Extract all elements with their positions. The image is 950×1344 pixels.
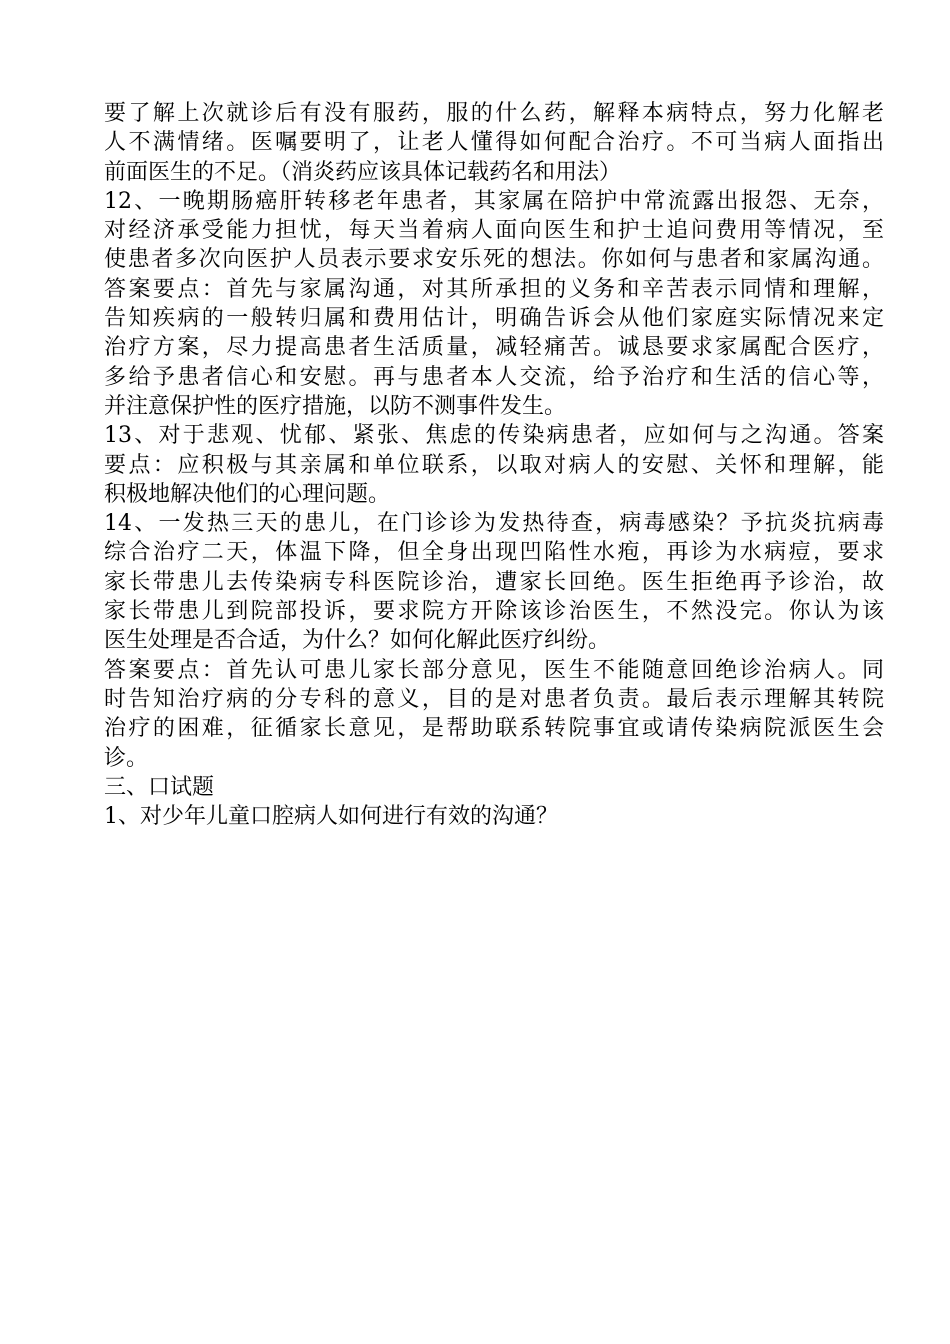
oral-question-1: 1、对少年儿童口腔病人如何进行有效的沟通？ xyxy=(104,804,558,830)
text-line: 前面医生的不足。（消炎药应该具体记载药名和用法） xyxy=(104,159,622,185)
question-12: 12、一晚期肠癌肝转移老年患者，其家属在陪护中常流露出报怨、无奈， xyxy=(104,188,884,214)
text-line: 告知疾病的一般转归属和费用估计，明确告诉会从他们家庭实际情况来定 xyxy=(104,306,884,332)
text-line: 人不满情绪。医嘱要明了，让老人懂得如何配合治疗。不可当病人面指出 xyxy=(104,130,884,156)
text-line: 治疗的困难，征循家长意见，是帮助联系转院事宜或请传染病院派医生会 xyxy=(104,716,884,742)
text-line: 积极地解决他们的心理问题。 xyxy=(104,481,391,507)
text-line: 治疗方案，尽力提高患者生活质量，减轻痛苦。诚恳要求家属配合医疗， xyxy=(104,335,884,361)
text-line: 要了解上次就诊后有没有服药，服的什么药，解释本病特点，努力化解老 xyxy=(104,101,884,126)
text-line: 医生处理是否合适，为什么？如何化解此医疗纠纷。 xyxy=(104,628,611,654)
text-line: 家长带患儿去传染病专科医院诊治，遭家长回绝。医生拒绝再予诊治，故 xyxy=(104,569,884,595)
text-line: 并注意保护性的医疗措施，以防不测事件发生。 xyxy=(104,393,567,419)
text-line: 综合治疗二天，体温下降，但全身出现凹陷性水疱，再诊为水病痘，要求 xyxy=(104,540,884,566)
text-line: 对经济承受能力担忧，每天当着病人面向医生和护士追问费用等情况，至 xyxy=(104,218,884,244)
answer-14: 答案要点：首先认可患儿家长部分意见，医生不能随意回绝诊治病人。同 xyxy=(104,657,884,683)
text-line: 多给予患者信心和安慰。再与患者本人交流，给予治疗和生活的信心等， xyxy=(104,364,884,390)
question-13: 13、对于悲观、忧郁、紧张、焦虑的传染病患者，应如何与之沟通。答案 xyxy=(104,423,884,449)
document-body xyxy=(104,99,884,831)
question-14: 14、一发热三天的患儿，在门诊诊为发热待查，病毒感染？予抗炎抗病毒 xyxy=(104,511,884,537)
section-heading: 三、口试题 xyxy=(104,774,215,800)
text-line: 时告知治疗病的分专科的意义，目的是对患者负责。最后表示理解其转院 xyxy=(104,686,884,712)
text-line: 诊。 xyxy=(104,745,149,771)
text-line: 要点：应积极与其亲属和单位联系，以取对病人的安慰、关怀和理解，能 xyxy=(104,452,884,478)
text-line: 使患者多次向医护人员表示要求安乐死的想法。你如何与患者和家属沟通。 xyxy=(104,247,884,273)
text-line: 家长带患儿到院部投诉，要求院方开除该诊治医生，不然没完。你认为该 xyxy=(104,599,884,625)
answer-12: 答案要点：首先与家属沟通，对其所承担的义务和辛苦表示同情和理解， xyxy=(104,276,884,302)
